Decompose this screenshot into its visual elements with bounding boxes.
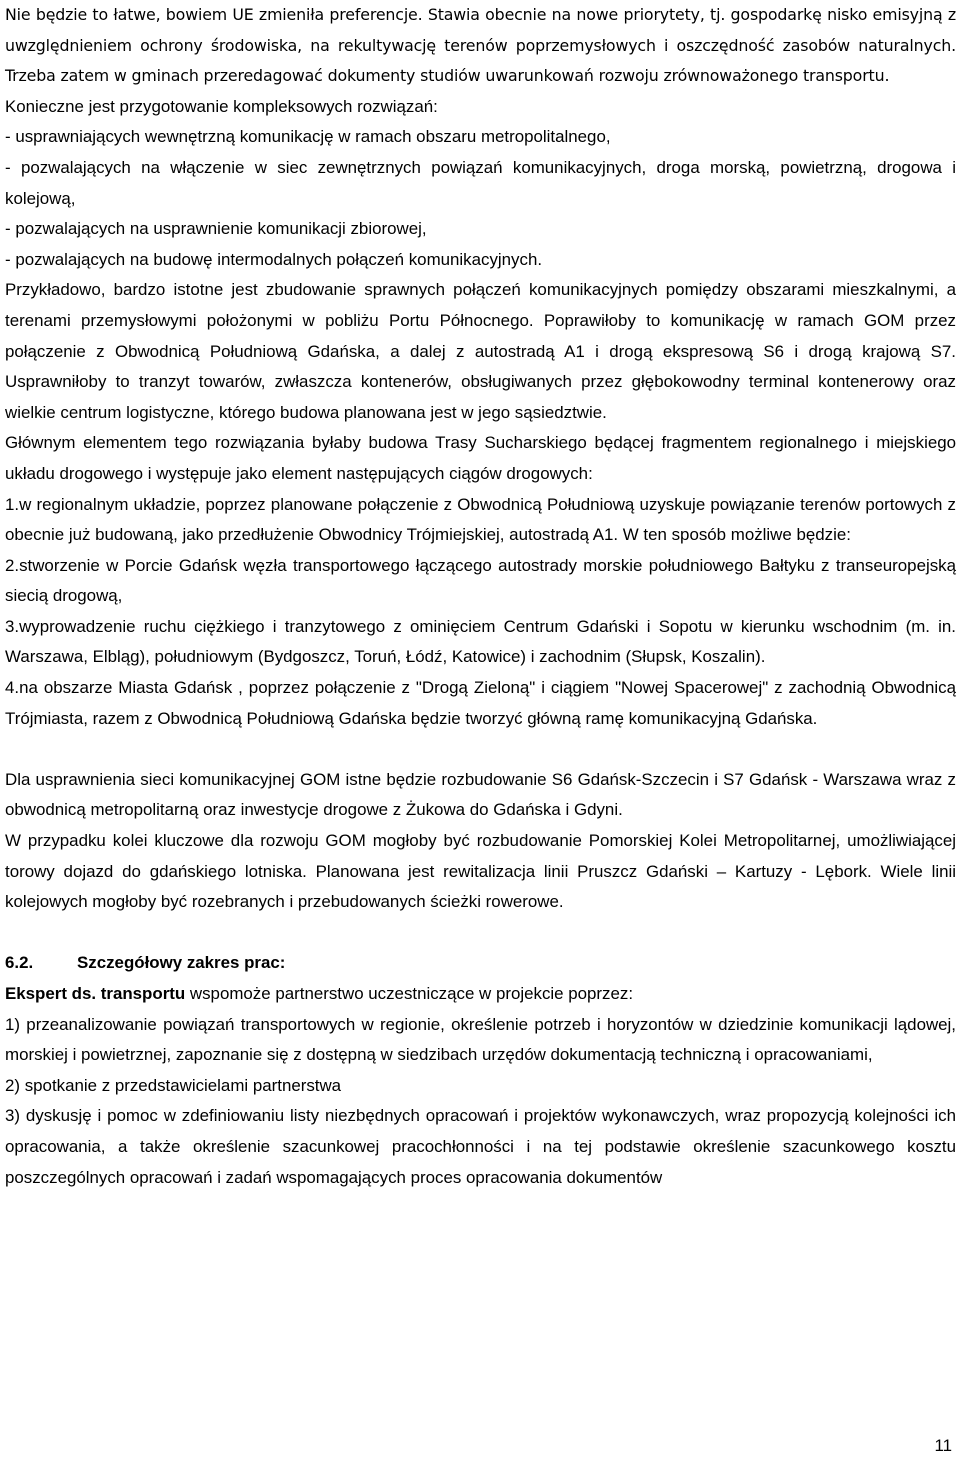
solutions-lead: Konieczne jest przygotowanie kompleksowych rozwiązań:	[5, 96, 438, 116]
solution-item-4: - pozwalających na budowę intermodalnych połączeń komunikacyjnych.	[5, 249, 543, 269]
document-page	[5, 0, 956, 1460]
rail-paragraph: W przypadku kolei kluczowe dla rozwoju GOM mogłoby być rozbudowanie Pomorskiej Kolei Metropolitarnej, umożliwiającej torowy dojazd do gdańskiego lotniska. Planowana jest rewitalizacja linii Pruszcz Gdański – Kartuzy - Lębork. Wiele linii kolejowych mogłoby być rozebranych i przebudowanych ścieżki rowerowe.	[5, 831, 956, 912]
spacer	[5, 734, 956, 765]
section-heading	[5, 948, 956, 979]
spacer	[5, 918, 956, 949]
solution-item-3: - pozwalających na usprawnienie komunikacji zbiorowej,	[5, 219, 427, 239]
task-item-1: 1) przeanalizowanie powiązań transportowych w regionie, określenie potrzeb i horyzontów w dziedzinie komunikacji lądowej, morskiej i powietrznej, zapoznanie się z dostępną w siedzibach urzędów dokumentacją techniczną i opracowaniami,	[5, 1014, 956, 1065]
section-title: Szczegółowy zakres prac:	[77, 953, 286, 973]
road-item-3: 3.wyprowadzenie ruchu ciężkiego i tranzytowego z ominięciem Centrum Gdański i Sopotu w kierunku wschodnim (m. in. Warszawa, Elbląg), południowym (Bydgoszcz, Toruń, Łódź, Katowice) i zachodnim (Słupsk, Koszalin).	[5, 616, 956, 667]
example-paragraph: Przykładowo, bardzo istotne jest zbudowanie sprawnych połączeń komunikacyjnych pomiędzy obszarami mieszkalnymi, a terenami przemysłowymi położonymi w pobliżu Portu Północnego. Poprawiłoby to komunikację w ramach GOM przez połączenie z Obwodnicą Południową Gdańska, a dalej z autostradą A1 i drogą ekspresową S6 i drogą krajową S7. Usprawniłoby to tranzyt towarów, zwłaszcza kontenerów, obsługiwanych przez głębokowodny terminal kontenerowy oraz wielkie centrum logistyczne, którego budowa planowana jest w jego sąsiedztwie.	[5, 280, 956, 422]
expert-intro	[5, 979, 956, 1010]
task-item-3: 3) dyskusję i pomoc w zdefiniowaniu listy niezbędnych opracowań i projektów wykonawczych, wraz propozycją kolejności ich opracowania, a także określenie szacunkowej pracochłonności i na tej podstawie określenie szacunkowego kosztu poszczególnych opracowań i zadań wspomagających proces opracowania dokumentów	[5, 1106, 956, 1187]
task-item-2: 2) spotkanie z przedstawicielami partnerstwa	[5, 1075, 342, 1095]
page-number: 11	[934, 1436, 952, 1455]
solution-item-2: - pozwalających na włączenie w siec zewnętrznych powiązań komunikacyjnych, droga morską, powietrzną, drogowa i kolejową,	[5, 157, 956, 208]
solution-item-1: - usprawniających wewnętrzną komunikację w ramach obszaru metropolitalnego,	[5, 127, 611, 147]
expert-title: Ekspert ds. transportu	[5, 984, 186, 1003]
road-item-1: 1.w regionalnym układzie, poprzez planowane połączenie z Obwodnicą Południową uzyskuje powiązanie terenów portowych z obecnie już budowaną, jako przedłużenie Obwodnicy Trójmiejskiej, autostradą A1. W ten sposób możliwe będzie:	[5, 494, 956, 545]
main-element-paragraph: Głównym elementem tego rozwiązania byłaby budowa Trasy Sucharskiego będącej fragmentem regionalnego i miejskiego układu drogowego i występuje jako element następujących ciągów drogowych:	[5, 433, 956, 483]
expert-intro-rest: wspomoże partnerstwo uczestniczące w projekcie poprzez:	[185, 984, 634, 1003]
road-item-4: 4.na obszarze Miasta Gdańsk , poprzez połączenie z "Drogą Zieloną" i ciągiem "Nowej Spacerowej" z zachodnią Obwodnicą Trójmiasta, razem z Obwodnicą Południową Gdańska będzie tworzyć główną ramę komunikacyjną Gdańska.	[5, 678, 956, 728]
road-item-2: 2.stworzenie w Porcie Gdańsk węzła transportowego łączącego autostrady morskie południowego Bałtyku z transeuropejską siecią drogową,	[5, 555, 956, 606]
network-paragraph: Dla usprawnienia sieci komunikacyjnej GOM istne będzie rozbudowanie S6 Gdańsk-Szczecin i S7 Gdańsk - Warszawa wraz z obwodnicą metropolitarną oraz inwestycje drogowe z Żukowa do Gdańska i Gdyni.	[5, 769, 956, 820]
intro-paragraph: Nie będzie to łatwe, bowiem UE zmieniła preferencje. Stawia obecnie na nowe priorytety, tj. gospodarkę nisko emisyjną z uwzględnieniem ochrony środowiska, na rekultywację terenów poprzemysłowych i oszczędność zasobów naturalnych. Trzeba zatem w gminach przeredagować dokumenty studiów uwarunkowań rozwoju zrównoważonego transportu.	[5, 5, 956, 86]
section-number: 6.2.	[5, 953, 34, 973]
